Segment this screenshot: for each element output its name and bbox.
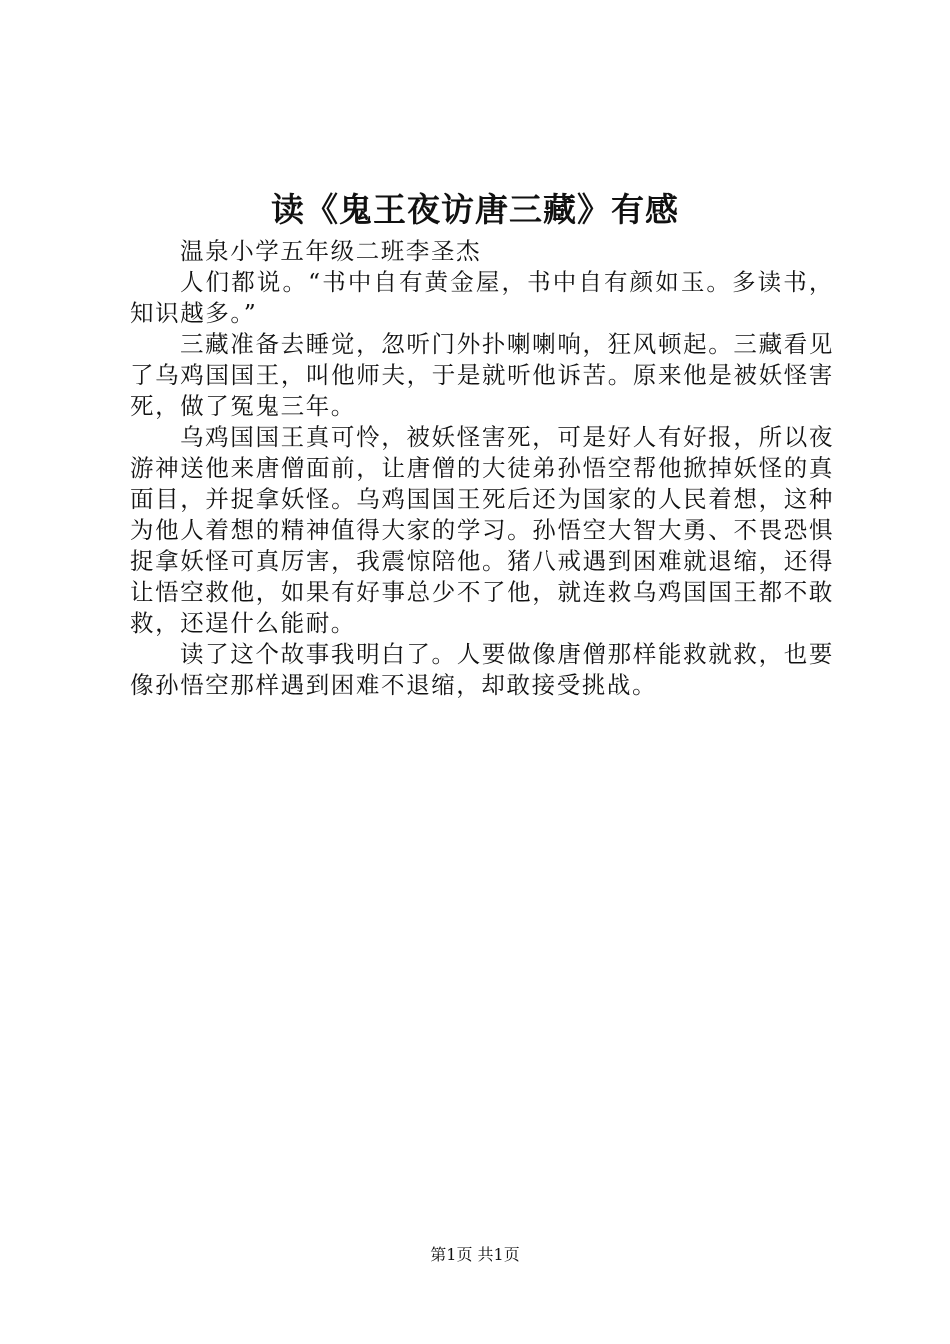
paragraph-4: 读了这个故事我明白了。人要做像唐僧那样能救就救，也要像孙悟空那样遇到困难不退缩，却敢接受挑战。 [130, 640, 834, 699]
paragraph-2: 三藏准备去睡觉，忽听门外扑喇喇响，狂风顿起。三藏看见了乌鸡国国王，叫他师夫，于是就听他诉苦。原来他是被妖怪害死，做了冤鬼三年。 [130, 330, 834, 420]
author-line: 温泉小学五年级二班李圣杰 [180, 237, 482, 265]
document-title: 读《鬼王夜访唐三藏》有感 [271, 190, 679, 229]
paragraph-3: 乌鸡国国王真可怜，被妖怪害死，可是好人有好报，所以夜游神送他来唐僧面前，让唐僧的大徒弟孙悟空帮他掀掉妖怪的真面目，并捉拿妖怪。乌鸡国国王死后还为国家的人民着想，这种为他人着想的精神值得大家的学习。孙悟空大智大勇、不畏恐惧捉拿妖怪可真厉害，我震惊陪他。猪八戒遇到困难就退缩，还得让悟空救他，如果有好事总少不了他，就连救乌鸡国国王都不敢救，还逞什么能耐。 [130, 423, 834, 637]
paragraph-1: 人们都说。“书中自有黄金屋，书中自有颜如玉。多读书，知识越多。” [130, 268, 834, 327]
page-number: 第1页 [430, 1245, 473, 1264]
document-body [130, 236, 834, 701]
page-footer [0, 1243, 950, 1267]
page-total: 共1页 [477, 1245, 520, 1264]
